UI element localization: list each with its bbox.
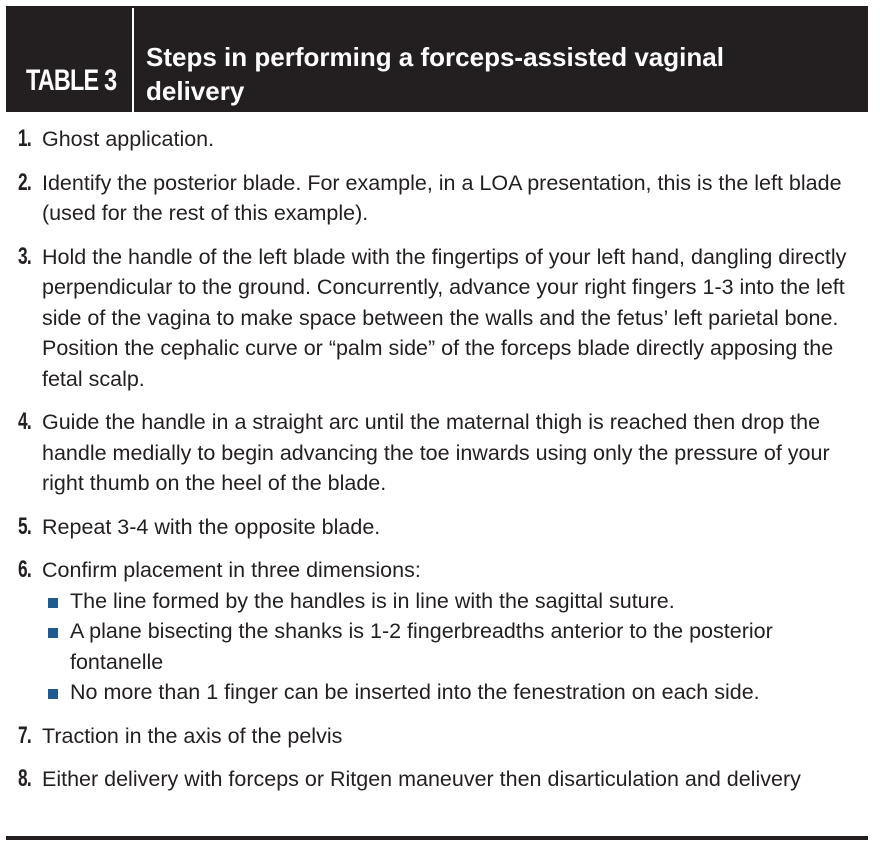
step-1	[6, 124, 868, 155]
step-number: 8.	[18, 765, 31, 792]
step-text: Confirm placement in three dimensions:	[42, 558, 421, 582]
step-7	[6, 721, 868, 752]
list-item	[42, 616, 868, 677]
step-number: 3.	[18, 242, 31, 270]
forceps-steps-table	[6, 6, 868, 840]
step-text: Repeat 3-4 with the opposite blade.	[42, 514, 381, 539]
table-header	[6, 6, 868, 112]
square-bullet-icon	[48, 598, 58, 608]
steps-list	[6, 124, 868, 808]
step-4	[6, 407, 868, 499]
step-text: Guide the handle in a straight arc until the maternal thigh is reached then drop the handle medially to begin advancing the toe inwards using only the pressure of your right thumb on the heel of the blade.	[42, 410, 830, 495]
step-text: Traction in the axis of the pelvis	[42, 723, 343, 748]
step-number: 5.	[18, 512, 31, 540]
step-text: Hold the handle of the left blade with the fingertips of your left hand, dangling directly perpendicular to the ground. Concurrently, advance your right fingers 1-3 into the left side of the vagina to make space between the walls and the fetus’ left parietal bone. Position the cephalic curve or “palm side” of the forceps blade directly apposing the fetal scalp.	[42, 244, 847, 391]
table-title-line-2: delivery	[146, 76, 245, 106]
step-number: 4.	[18, 408, 31, 435]
table-title	[146, 40, 846, 108]
bullet-text: A plane bisecting the shanks is 1-2 fingerbreadths anterior to the posterior fontanelle	[70, 619, 773, 674]
step-text: Ghost application.	[42, 127, 215, 151]
placement-checks-list	[42, 586, 868, 708]
header-divider	[132, 8, 134, 112]
list-item	[42, 677, 868, 708]
step-number: 7.	[18, 721, 31, 749]
step-5	[6, 512, 868, 543]
step-text: Identify the posterior blade. For example, in a LOA presentation, this is the left blade (used for the rest of this example).	[42, 170, 842, 225]
step-3	[6, 242, 868, 395]
table-number-label: TABLE 3	[26, 64, 117, 97]
step-8	[6, 764, 868, 795]
bullet-text: The line formed by the handles is in line with the sagittal suture.	[70, 588, 675, 613]
list-item	[42, 586, 868, 617]
step-number: 6.	[18, 556, 31, 583]
step-6	[6, 555, 868, 708]
square-bullet-icon	[48, 689, 58, 699]
square-bullet-icon	[48, 628, 58, 638]
step-number: 1.	[18, 125, 31, 152]
table-title-line-1: Steps in performing a forceps-assisted vaginal	[146, 42, 724, 72]
step-number: 2.	[18, 168, 31, 196]
step-2	[6, 168, 868, 229]
step-text: Either delivery with forceps or Ritgen maneuver then disarticulation and delivery	[42, 767, 801, 791]
bullet-text: No more than 1 finger can be inserted into the fenestration on each side.	[70, 680, 760, 704]
